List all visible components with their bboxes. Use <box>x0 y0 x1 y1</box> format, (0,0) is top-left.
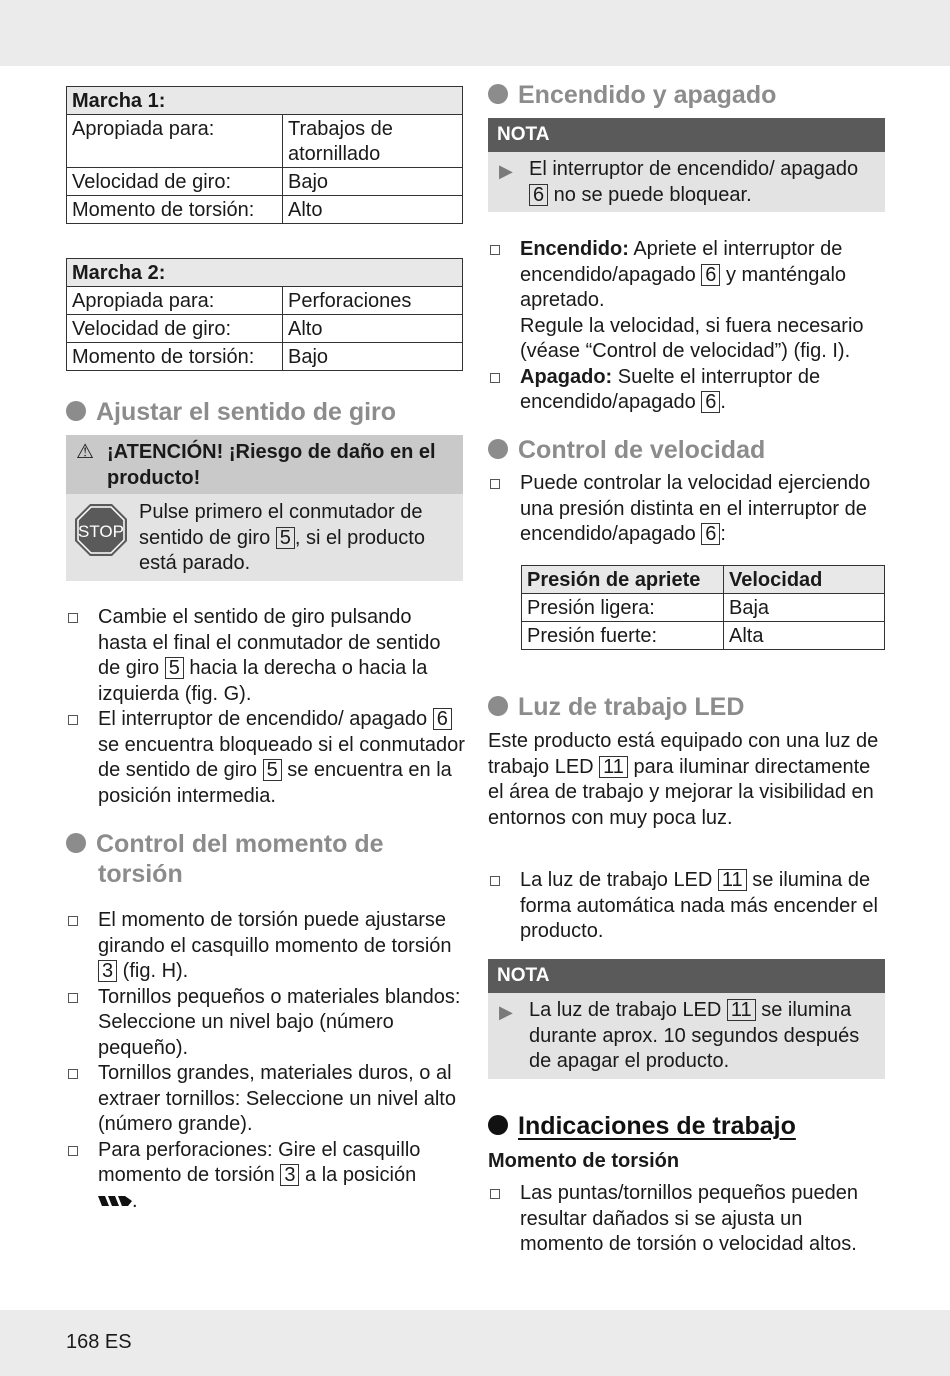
top-band <box>0 0 950 66</box>
list-item: El interruptor de encendido/ apagado 6 se encuentra bloqueado si el conmutador de sentido de giro 5 se encuentra en la posición intermedia. <box>66 707 466 809</box>
warning-box <box>66 435 463 581</box>
bullet-dot-icon <box>488 696 508 716</box>
part-ref: 6 <box>433 708 452 730</box>
on-off-list <box>488 237 888 416</box>
section-heading-led: Luz de trabajo LED <box>488 692 744 722</box>
table-row: Momento de torsión: Alto <box>67 196 463 224</box>
bullet-dot-icon <box>488 1115 508 1135</box>
checkbox-square-icon <box>68 715 78 725</box>
table-row: Presión fuerte: Alta <box>522 622 885 650</box>
checkbox-square-icon <box>68 1069 78 1079</box>
list-item: El momento de torsión puede ajustarse girando el casquillo momento de torsión 3 (fig. H). <box>66 908 466 985</box>
part-ref: 6 <box>529 184 548 206</box>
part-ref: 11 <box>599 756 628 778</box>
table-row: Velocidad de giro: Bajo <box>67 168 463 196</box>
led-paragraph: Este producto está equipado con una luz de trabajo LED 11 para iluminar directamente el área de trabajo y mejorar la visibilidad en entornos con muy poca luz. <box>488 730 879 829</box>
note-box-1 <box>488 118 885 212</box>
list-item: Para perforaciones: Gire el casquillo momento de torsión 3 a la posición . <box>66 1138 466 1215</box>
list-item: Tornillos grandes, materiales duros, o al extraer tornillos: Seleccione un nivel alto (número grande). <box>66 1061 466 1138</box>
bullet-dot-icon <box>488 84 508 104</box>
table-row: Apropiada para: Perforaciones <box>67 287 463 315</box>
list-item: La luz de trabajo LED 11 se ilumina de forma automática nada más encender el producto. <box>488 868 888 945</box>
part-ref: 5 <box>263 759 282 781</box>
table-row: Apropiada para: Trabajos de atornillado <box>67 115 463 168</box>
bottom-band <box>0 1310 950 1376</box>
warning-triangle-icon: ⚠ <box>76 441 94 463</box>
part-ref: 6 <box>701 264 720 286</box>
list-item: Apagado: Suelte el interruptor de encendido/apagado 6 . <box>488 365 888 416</box>
gear2-table <box>66 258 463 371</box>
gear1-table <box>66 86 463 224</box>
note-box-2 <box>488 959 885 1079</box>
checkbox-square-icon <box>490 876 500 886</box>
checkbox-square-icon <box>490 373 500 383</box>
note-heading: NOTA <box>488 959 885 993</box>
part-ref: 11 <box>718 869 747 891</box>
checkbox-square-icon <box>68 613 78 623</box>
checkbox-square-icon <box>68 993 78 1003</box>
note-body: ▶ El interruptor de encendido/ apagado 6 no se puede bloquear. <box>499 158 859 206</box>
checkbox-square-icon <box>490 1189 500 1199</box>
section-heading-work-tips: Indicaciones de trabajo <box>488 1111 796 1141</box>
bullet-dot-icon <box>66 401 86 421</box>
table-row: Momento de torsión: Bajo <box>67 343 463 371</box>
part-ref: 11 <box>727 999 756 1021</box>
section-heading-torque: Control del momento de torsión <box>66 829 384 889</box>
part-ref: 3 <box>280 1164 299 1186</box>
table-title: Marcha 1: <box>67 87 463 115</box>
table-header: Velocidad <box>724 566 885 594</box>
table-title: Marcha 2: <box>67 259 463 287</box>
part-ref: 6 <box>701 523 720 545</box>
subheading-torque: Momento de torsión <box>488 1150 680 1172</box>
work-tips-list <box>488 1181 888 1258</box>
note-heading: NOTA <box>488 118 885 152</box>
svg-text:STOP: STOP <box>78 522 124 541</box>
section-heading-on-off: Encendido y apagado <box>488 80 776 110</box>
arrow-right-icon: ▶ <box>499 1002 513 1022</box>
list-item: Tornillos pequeños o materiales blandos: Seleccione un nivel bajo (número pequeño). <box>66 985 466 1062</box>
speed-list <box>488 471 888 548</box>
part-ref: 6 <box>701 391 720 413</box>
table-row: Presión ligera: Baja <box>522 594 885 622</box>
list-item: Encendido: Apriete el interruptor de encendido/apagado 6 y manténgalo apretado. Regule la velocidad, si fuera necesario (véase “Control de velocidad”) (fig. I). <box>488 237 888 365</box>
stop-sign-icon <box>74 503 128 557</box>
section-heading-direction: Ajustar el sentido de giro <box>66 397 396 427</box>
led-list <box>488 868 888 945</box>
section-heading-speed: Control de velocidad <box>488 435 765 465</box>
page-number: 168 ES <box>66 1331 132 1353</box>
torque-list <box>66 908 466 1214</box>
part-ref: 5 <box>165 657 184 679</box>
part-ref: 3 <box>98 960 117 982</box>
direction-list <box>66 605 466 809</box>
part-ref: 5 <box>276 527 295 549</box>
list-item: Puede controlar la velocidad ejerciendo una presión distinta en el interruptor de encendido/apagado 6 : <box>488 471 888 548</box>
pressure-table <box>521 565 885 650</box>
checkbox-square-icon <box>68 916 78 926</box>
warning-heading: ⚠ ¡ATENCIÓN! ¡Riesgo de daño en el producto! <box>66 435 463 494</box>
list-item: Cambie el sentido de giro pulsando hasta el final el conmutador de sentido de giro 5 hacia la derecha o hacia la izquierda (fig. G). <box>66 605 466 707</box>
table-row: Velocidad de giro: Alto <box>67 315 463 343</box>
checkbox-square-icon <box>68 1146 78 1156</box>
bullet-dot-icon <box>66 833 86 853</box>
checkbox-square-icon <box>490 479 500 489</box>
bullet-dot-icon <box>488 439 508 459</box>
arrow-right-icon: ▶ <box>499 161 513 181</box>
checkbox-square-icon <box>490 245 500 255</box>
list-item: Las puntas/tornillos pequeños pueden resultar dañados si se ajusta un momento de torsión o velocidad altos. <box>488 1181 888 1258</box>
table-header: Presión de apriete <box>522 566 724 594</box>
warning-text: Pulse primero el conmutador de sentido de giro 5 , si el producto está parado. <box>139 501 425 574</box>
note-body: ▶ La luz de trabajo LED 11 se ilumina durante aprox. 10 segundos después de apagar el producto. <box>499 999 860 1072</box>
drill-symbol-icon <box>98 1194 132 1208</box>
warning-body <box>66 494 463 581</box>
